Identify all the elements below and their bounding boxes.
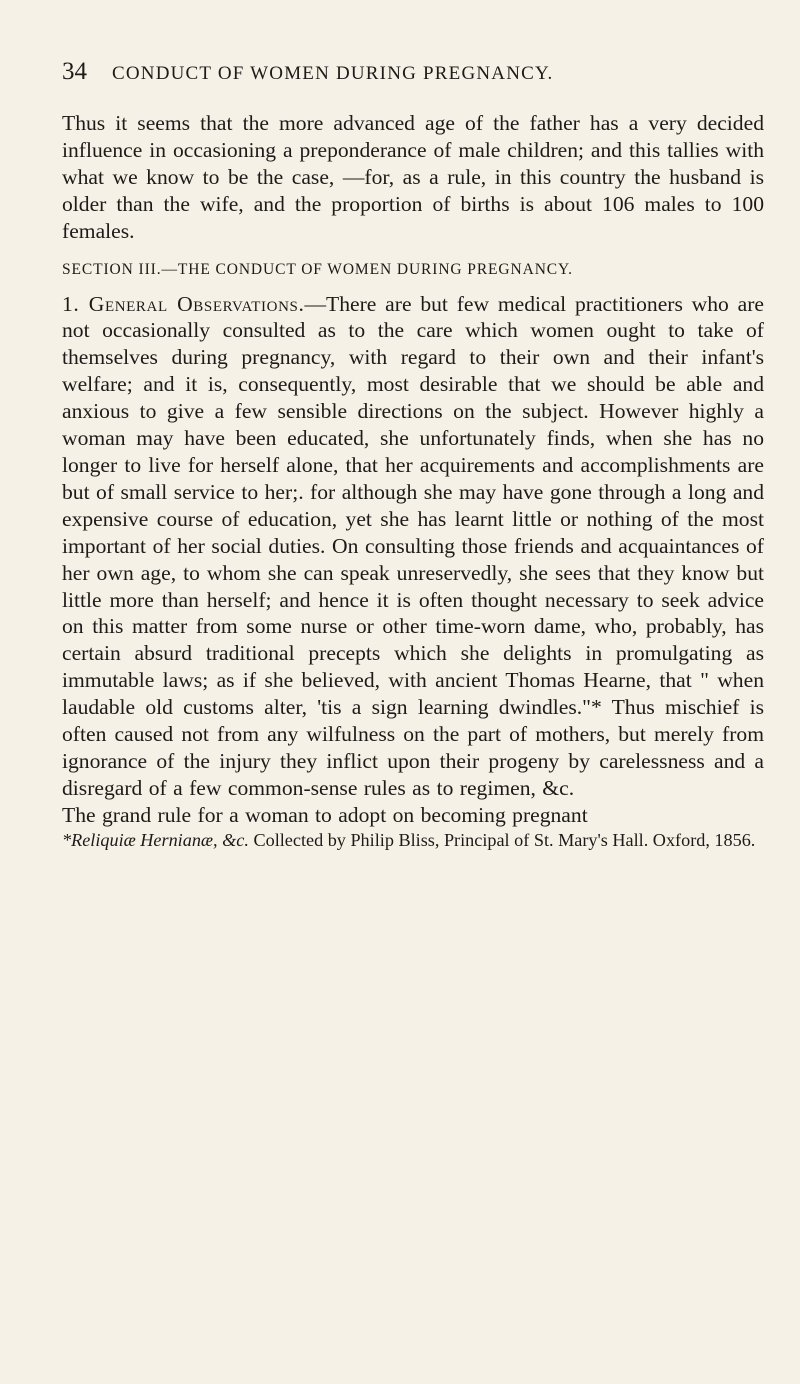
footnote-text: Collected by Philip Bliss, Principal of St. Mary's Hall. Oxford, 1856.	[248, 829, 756, 850]
footnote	[62, 829, 764, 851]
page-number: 34	[62, 58, 87, 85]
general-observations-heading: 1. General Observations.	[62, 291, 305, 316]
general-observations-paragraph	[62, 291, 764, 802]
running-head	[62, 58, 764, 88]
running-head-title: CONDUCT OF WOMEN DURING PREGNANCY.	[112, 63, 554, 84]
footnote-title: *Reliquiæ Hernianæ, &c.	[62, 829, 249, 850]
section-heading: SECTION III.—THE CONDUCT OF WOMEN DURING PREGNANCY.	[62, 260, 573, 278]
grand-rule-line: The grand rule for a woman to adopt on becoming pregnant	[62, 802, 588, 827]
general-observations-text: —There are but few medical practitioners who are not occasionally consulted as to the care which women ought to take of themselves during pregnancy, with regard to their own and their infant's welfare; and it is, consequently, most desirable that we should be able and anxious to give a few sensible directions on the subject. However highly a woman may have been educated, she unfortunately finds, when she has no longer to live for herself alone, that her acquirements and accomplishments are but of small service to her;. for although she may have gone through a long and expensive course of education, yet she has learnt little or nothing of the most important of her social duties. On consulting those friends and acquaintances of her own age, to whom she can speak unreservedly, she sees that they know but little more than herself; and hence it is often thought necessary to seek advice on this matter from some nurse or other time-worn dame, who, probably, has certain absurd traditional precepts which she delights in promulgating as immutable laws; as if she believed, with ancient Thomas Hearne, that " when laudable old customs alter, 'tis a sign learning dwindles."* Thus mischief is often caused not from any wilfulness on the part of mothers, but merely from ignorance of the injury they inflict upon their progeny by carelessness and a disregard of a few common-sense rules as to regimen, &c.	[62, 291, 764, 800]
opening-paragraph: Thus it seems that the more advanced age of the father has a very decided influence in occasioning a preponderance of male children; and this tallies with what we know to be the case, —for, as a rule, in this country the husband is older than the wife, and the proportion of births is about 106 males to 100 females.	[62, 111, 764, 243]
